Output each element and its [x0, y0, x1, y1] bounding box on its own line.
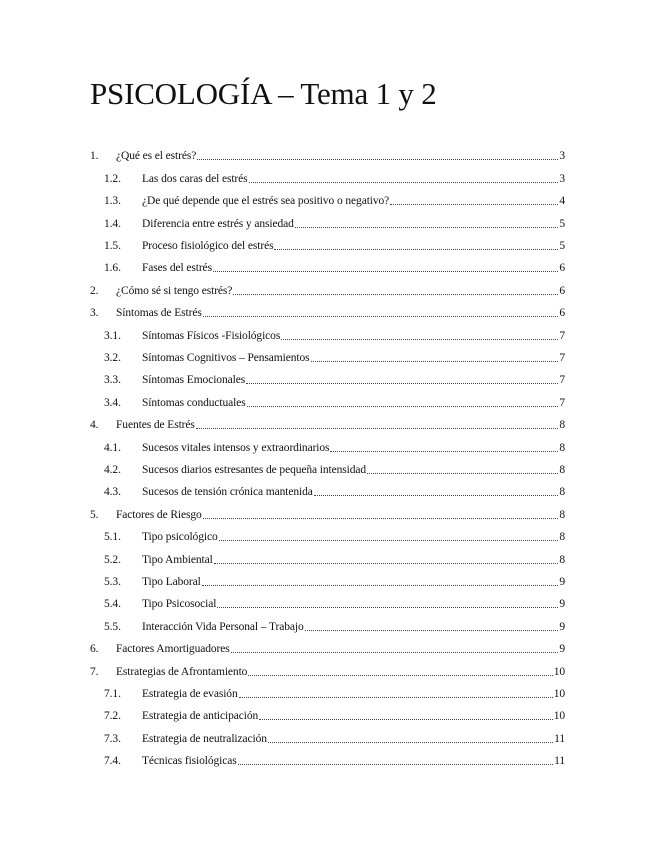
toc-entry[interactable] [104, 589, 565, 611]
toc-entry-number: 3.3. [104, 374, 121, 387]
toc-entry[interactable] [90, 634, 565, 656]
toc-entry-page-number: 9 [559, 598, 565, 611]
toc-entry-number: 2. [90, 284, 99, 297]
toc-dot-leader [197, 159, 558, 160]
toc-entry-page-number: 8 [559, 486, 565, 499]
toc-dot-leader [217, 607, 558, 608]
toc-entry[interactable] [104, 231, 565, 253]
toc-entry-title: Tipo psicológico [142, 531, 218, 544]
toc-entry-page-number: 9 [559, 575, 565, 588]
toc-entry-page-number: 8 [559, 463, 565, 476]
toc-entry-page-number: 7 [559, 396, 565, 409]
toc-entry[interactable] [104, 343, 565, 365]
toc-entry-page-number: 3 [559, 150, 565, 163]
toc-entry-page-number: 8 [559, 531, 565, 544]
toc-entry-title: ¿Qué es el estrés? [116, 150, 197, 163]
toc-entry-title: Sucesos diarios estresantes de pequeña intensidad [142, 463, 367, 476]
toc-entry-title: Sucesos de tensión crónica mantenida [142, 486, 313, 499]
toc-dot-leader [213, 271, 558, 272]
toc-entry[interactable] [90, 656, 565, 678]
toc-entry-page-number: 5 [559, 217, 565, 230]
toc-entry-page-number: 6 [559, 262, 565, 275]
toc-entry[interactable] [90, 275, 565, 297]
toc-entry-number: 1.3. [104, 195, 121, 208]
toc-dot-leader [203, 316, 559, 317]
toc-entry-number: 5. [90, 508, 99, 521]
toc-dot-leader [247, 406, 559, 407]
toc-entry-page-number: 11 [554, 755, 565, 768]
toc-entry-title: Estrategia de evasión [142, 687, 238, 700]
toc-entry-page-number: 7 [559, 374, 565, 387]
toc-dot-leader [233, 294, 558, 295]
toc-entry[interactable] [104, 701, 565, 723]
toc-entry[interactable] [104, 365, 565, 387]
toc-entry[interactable] [104, 567, 565, 589]
toc-entry-page-number: 3 [559, 172, 565, 185]
toc-dot-leader [196, 428, 559, 429]
toc-entry-number: 7.1. [104, 687, 121, 700]
toc-entry[interactable] [104, 544, 565, 566]
toc-entry-page-number: 4 [559, 195, 565, 208]
toc-entry-number: 3.1. [104, 329, 121, 342]
toc-entry-page-number: 6 [559, 307, 565, 320]
toc-entry-number: 3.2. [104, 351, 121, 364]
toc-entry-number: 4.2. [104, 463, 121, 476]
toc-entry-number: 1.2. [104, 172, 121, 185]
toc-dot-leader [274, 249, 558, 250]
toc-entry-page-number: 8 [559, 553, 565, 566]
toc-entry-number: 1.5. [104, 239, 121, 252]
toc-entry-number: 4.3. [104, 486, 121, 499]
toc-dot-leader [249, 182, 559, 183]
toc-entry-number: 3.4. [104, 396, 121, 409]
toc-dot-leader [231, 652, 559, 653]
toc-entry-page-number: 10 [553, 665, 565, 678]
toc-dot-leader [214, 563, 559, 564]
toc-entry-number: 1.4. [104, 217, 121, 230]
toc-entry-title: Sucesos vitales intensos y extraordinarios [142, 441, 330, 454]
toc-entry-title: Fuentes de Estrés [116, 419, 195, 432]
toc-entry[interactable] [104, 522, 565, 544]
toc-entry[interactable] [104, 320, 565, 342]
toc-entry-number: 5.1. [104, 531, 121, 544]
toc-dot-leader [246, 383, 558, 384]
toc-dot-leader [281, 339, 558, 340]
toc-entry-page-number: 9 [559, 620, 565, 633]
toc-entry[interactable] [104, 746, 565, 768]
toc-entry-page-number: 8 [559, 508, 565, 521]
toc-entry-number: 5.4. [104, 598, 121, 611]
toc-dot-leader [268, 742, 553, 743]
toc-entry-title: Proceso fisiológico del estrés [142, 239, 274, 252]
toc-entry-number: 1. [90, 150, 99, 163]
toc-dot-leader [202, 585, 559, 586]
toc-entry[interactable] [104, 208, 565, 230]
toc-entry-title: ¿De qué depende que el estrés sea positivo o negativo? [142, 195, 390, 208]
toc-entry-title: Síntomas Cognitivos – Pensamientos [142, 351, 310, 364]
toc-dot-leader [259, 719, 553, 720]
toc-entry[interactable] [104, 455, 565, 477]
toc-entry-number: 7.2. [104, 710, 121, 723]
toc-entry-title: Interacción Vida Personal – Trabajo [142, 620, 304, 633]
toc-entry[interactable] [104, 186, 565, 208]
toc-dot-leader [311, 361, 559, 362]
toc-entry[interactable] [104, 679, 565, 701]
toc-entry-number: 7.4. [104, 755, 121, 768]
toc-entry[interactable] [104, 432, 565, 454]
toc-entry[interactable] [104, 611, 565, 633]
toc-entry-number: 4. [90, 419, 99, 432]
toc-entry[interactable] [90, 298, 565, 320]
toc-entry-number: 5.3. [104, 575, 121, 588]
toc-dot-leader [330, 451, 558, 452]
toc-entry[interactable] [90, 499, 565, 521]
toc-entry-page-number: 7 [559, 329, 565, 342]
toc-entry-page-number: 9 [559, 643, 565, 656]
toc-entry-page-number: 11 [554, 732, 565, 745]
toc-dot-leader [305, 630, 559, 631]
toc-entry[interactable] [104, 163, 565, 185]
toc-entry-title: Síntomas Físicos -Fisiológicos [142, 329, 281, 342]
toc-entry-title: Síntomas Emocionales [142, 374, 246, 387]
toc-dot-leader [238, 764, 553, 765]
toc-entry-title: Factores Amortiguadores [116, 643, 230, 656]
toc-entry[interactable] [90, 141, 565, 163]
toc-entry-page-number: 6 [559, 284, 565, 297]
toc-entry-title: Fases del estrés [142, 262, 212, 275]
toc-entry-title: Técnicas fisiológicas [142, 755, 237, 768]
toc-dot-leader [390, 204, 558, 205]
toc-entry-page-number: 10 [553, 710, 565, 723]
document-title: PSICOLOGÍA – Tema 1 y 2 [90, 76, 437, 111]
toc-entry-number: 5.2. [104, 553, 121, 566]
toc-entry-title: Estrategia de neutralización [142, 732, 267, 745]
toc-entry[interactable] [104, 723, 565, 745]
toc-dot-leader [203, 518, 559, 519]
toc-dot-leader [295, 227, 559, 228]
toc-entry-number: 4.1. [104, 441, 121, 454]
toc-entry-title: Tipo Ambiental [142, 553, 213, 566]
toc-entry-title: Factores de Riesgo [116, 508, 202, 521]
toc-entry-title: Síntomas conductuales [142, 396, 246, 409]
toc-dot-leader [219, 540, 559, 541]
toc-entry-number: 1.6. [104, 262, 121, 275]
toc-entry[interactable] [104, 387, 565, 409]
toc-entry-page-number: 8 [559, 441, 565, 454]
toc-entry[interactable] [104, 253, 565, 275]
toc-entry-page-number: 10 [553, 687, 565, 700]
toc-entry[interactable] [104, 477, 565, 499]
toc-entry-title: Estrategias de Afrontamiento [116, 665, 248, 678]
toc-entry-number: 3. [90, 307, 99, 320]
toc-entry-title: ¿Cómo sé si tengo estrés? [116, 284, 233, 297]
toc-entry-number: 7.3. [104, 732, 121, 745]
toc-dot-leader [367, 473, 558, 474]
toc-entry-title: Tipo Psicosocial [142, 598, 217, 611]
toc-entry-number: 7. [90, 665, 99, 678]
toc-dot-leader [239, 697, 553, 698]
toc-entry-page-number: 7 [559, 351, 565, 364]
toc-dot-leader [248, 675, 552, 676]
toc-entry-number: 5.5. [104, 620, 121, 633]
toc-entry-number: 6. [90, 643, 99, 656]
toc-entry[interactable] [90, 410, 565, 432]
toc-dot-leader [314, 495, 559, 496]
toc-entry-page-number: 8 [559, 419, 565, 432]
toc-entry-title: Las dos caras del estrés [142, 172, 248, 185]
toc-entry-page-number: 5 [559, 239, 565, 252]
toc-entry-title: Síntomas de Estrés [116, 307, 202, 320]
toc-entry-title: Tipo Laboral [142, 575, 201, 588]
toc-entry-title: Estrategia de anticipación [142, 710, 259, 723]
toc-entry-title: Diferencia entre estrés y ansiedad [142, 217, 294, 230]
